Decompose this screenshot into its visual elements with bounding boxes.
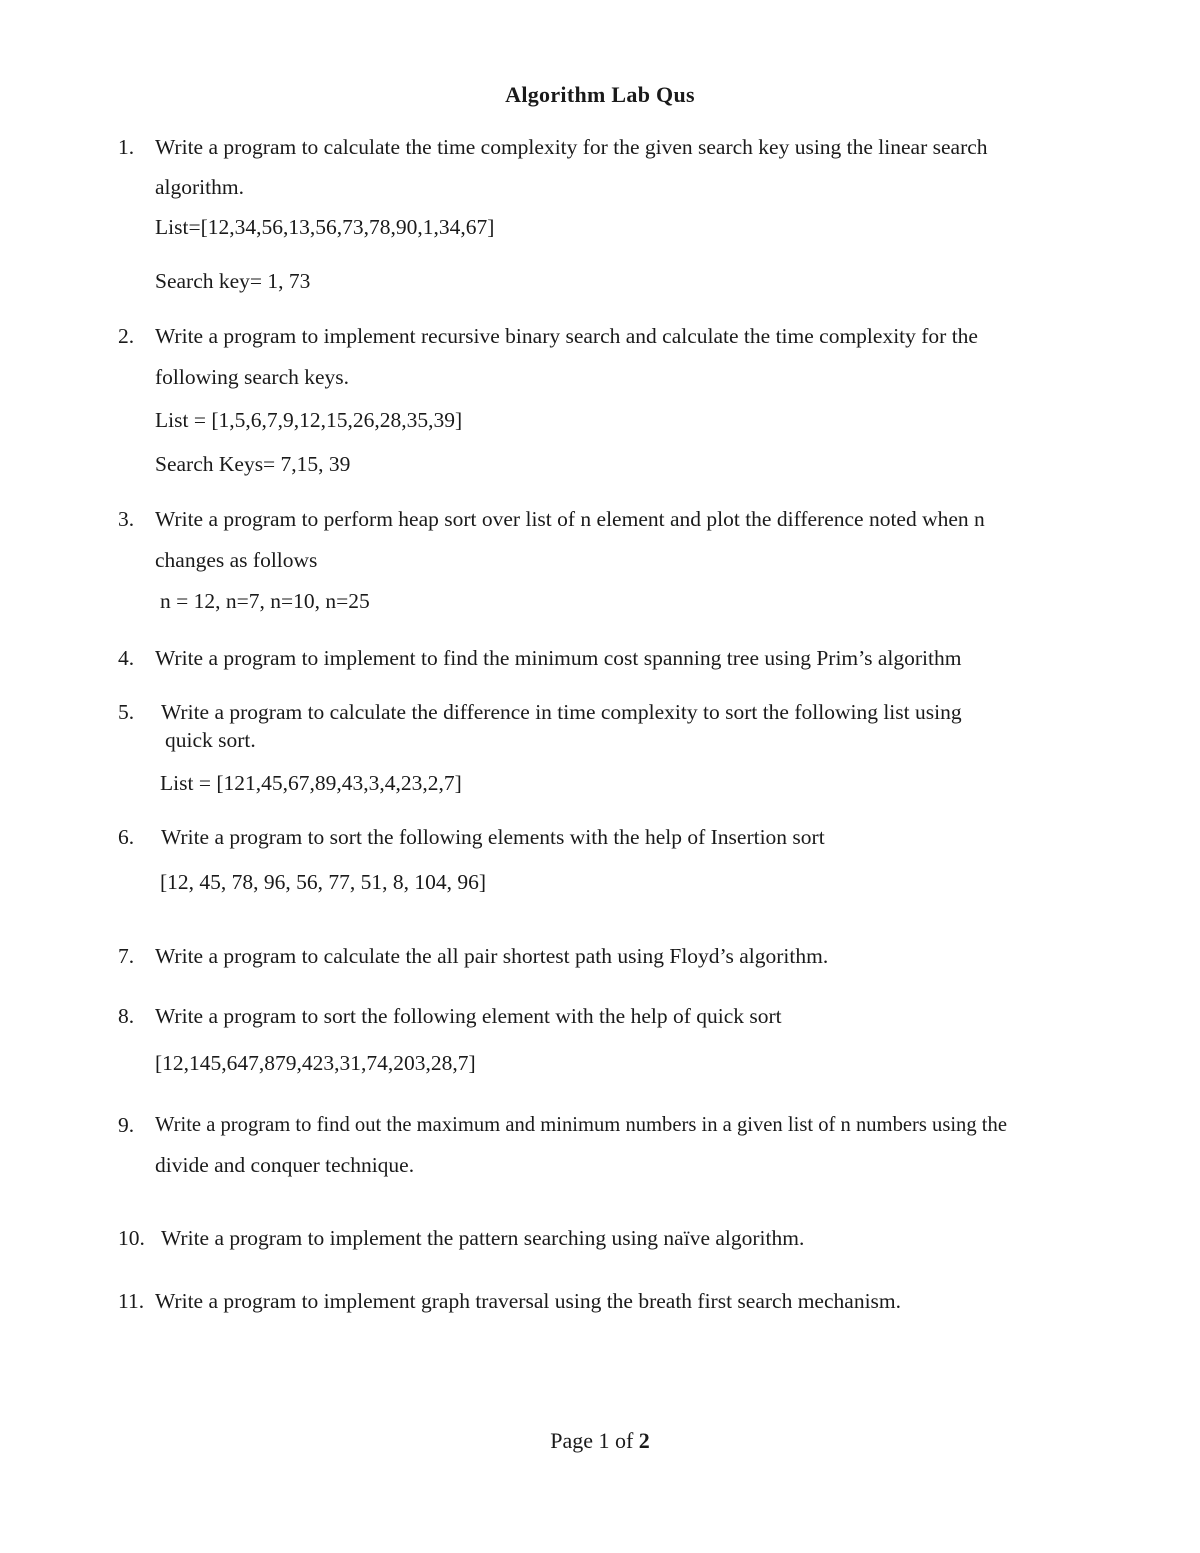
question-text: changes as follows	[155, 548, 318, 572]
question-data: List = [1,5,6,7,9,12,15,26,28,35,39]	[155, 408, 463, 432]
question-text: Write a program to calculate the all pair shortest path using Floyd’s algorithm.	[155, 944, 829, 968]
question-text: Write a program to implement to find the minimum cost spanning tree using Prim’s algorithm	[155, 646, 962, 670]
question-number: 1.	[118, 135, 135, 159]
page-total: 2	[638, 1428, 650, 1453]
question-number: 7.	[118, 944, 135, 968]
question-data: [12,145,647,879,423,31,74,203,28,7]	[155, 1051, 476, 1075]
question-number: 9.	[118, 1113, 135, 1137]
question-text: Write a program to implement the pattern searching using naïve algorithm.	[161, 1226, 805, 1250]
question-text: Write a program to calculate the time complexity for the given search key using the linear search	[155, 135, 988, 159]
question-text: Write a program to sort the following elements with the help of Insertion sort	[161, 825, 825, 849]
question-number: 10.	[118, 1226, 145, 1250]
question-number: 11.	[118, 1289, 145, 1313]
question-data: Search key= 1, 73	[155, 269, 311, 293]
question-text: Write a program to implement graph traversal using the breath first search mechanism.	[155, 1289, 902, 1313]
question-data: Search Keys= 7,15, 39	[155, 452, 351, 476]
question-number: 2.	[118, 324, 135, 348]
page-footer	[0, 1428, 1200, 1454]
question-text: algorithm.	[155, 175, 244, 199]
question-number: 5.	[118, 700, 135, 724]
question-data: List=[12,34,56,13,56,73,78,90,1,34,67]	[155, 215, 495, 239]
question-number: 6.	[118, 825, 135, 849]
question-text: following search keys.	[155, 365, 350, 389]
page-title: Algorithm Lab Qus	[505, 82, 695, 107]
question-data: List = [121,45,67,89,43,3,4,23,2,7]	[160, 771, 462, 795]
question-text: Write a program to implement recursive binary search and calculate the time complexity for the	[155, 324, 978, 348]
question-data: [12, 45, 78, 96, 56, 77, 51, 8, 104, 96]	[160, 870, 487, 894]
question-text: Write a program to perform heap sort over list of n element and plot the difference noted when n	[155, 507, 985, 531]
question-text: Write a program to find out the maximum and minimum numbers in a given list of n numbers using the	[155, 1114, 1007, 1136]
question-text: divide and conquer technique.	[155, 1153, 415, 1177]
question-text: Write a program to sort the following element with the help of quick sort	[155, 1004, 782, 1028]
question-number: 8.	[118, 1004, 135, 1028]
question-data: n = 12, n=7, n=10, n=25	[160, 589, 370, 613]
question-number: 4.	[118, 646, 135, 670]
question-text: Write a program to calculate the difference in time complexity to sort the following list using	[161, 700, 962, 724]
question-number: 3.	[118, 507, 135, 531]
page-number-label: Page 1 of	[550, 1428, 639, 1453]
question-text: quick sort.	[165, 728, 256, 752]
